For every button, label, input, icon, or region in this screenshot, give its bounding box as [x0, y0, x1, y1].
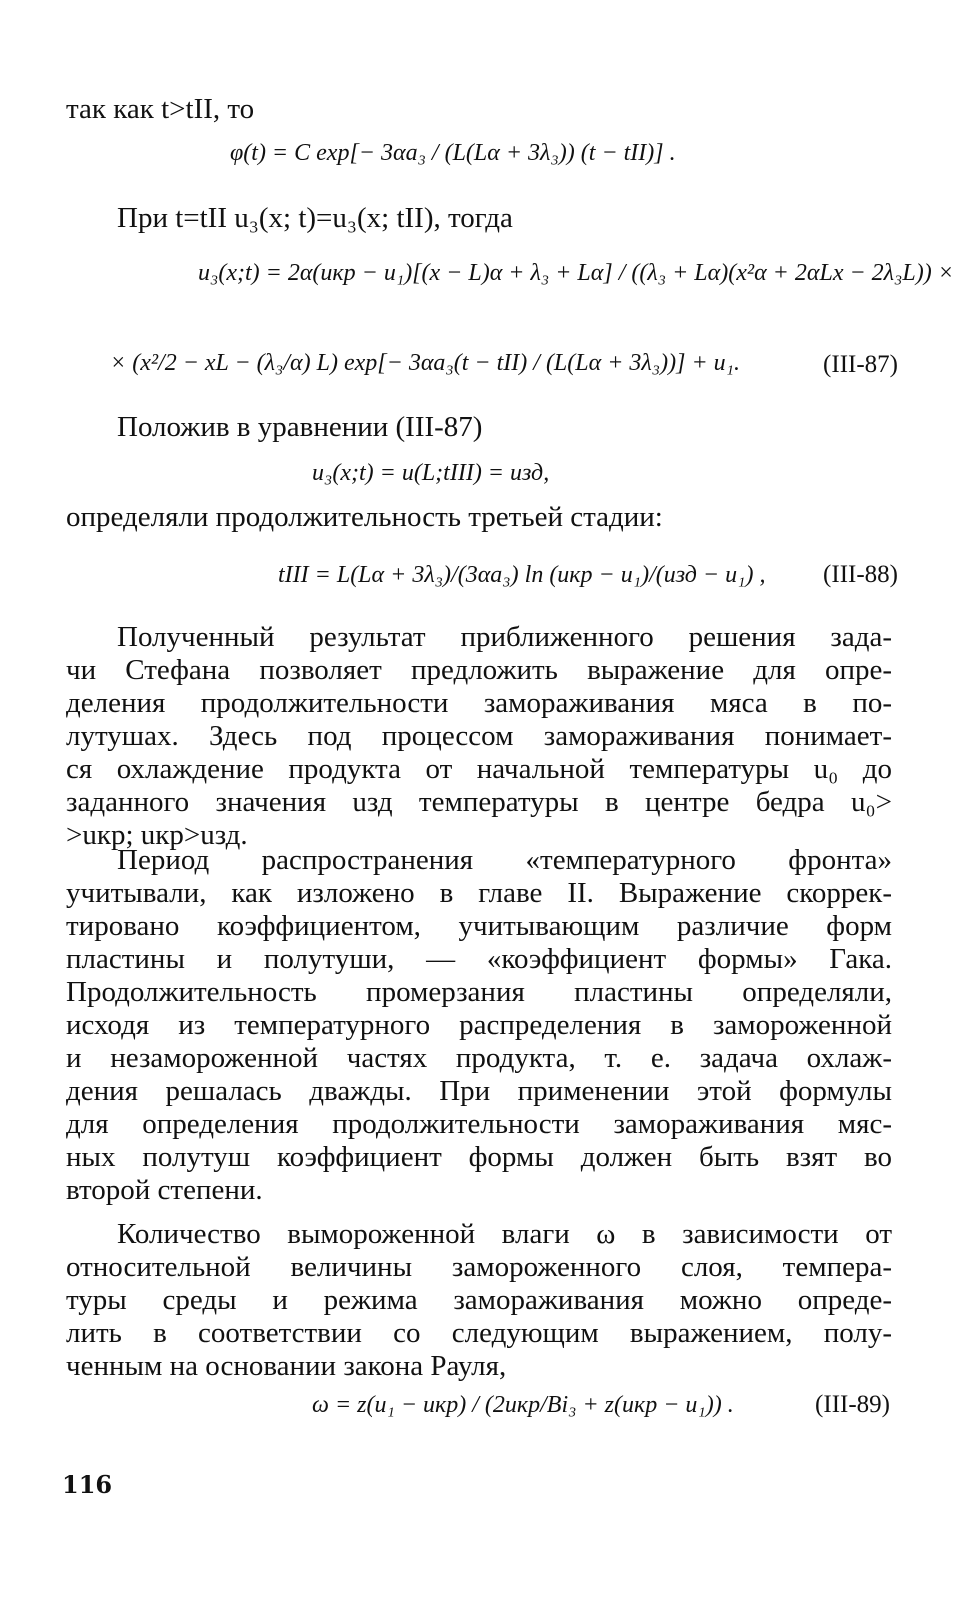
text-line: и незамороженной частях продукта, т. е. задача охлаж-: [66, 1042, 892, 1074]
text-line: исходя из температурного распределения в замороженной: [66, 1009, 892, 1041]
determined-line: определяли продолжительность третьей стадии:: [66, 501, 663, 533]
text-line: деления продолжительности замораживания мяса в по-: [66, 687, 892, 719]
equation-phi: φ(t) = C exp[− 3αa₃ / (L(Lα + 3λ₃)) (t − tII)] .: [230, 140, 676, 166]
text-line: дения решалась дважды. При применении этой формулы: [66, 1075, 892, 1107]
text-line: ченным на основании закона Рауля,: [66, 1350, 507, 1382]
text-line: Период распространения «температурного фронта»: [117, 844, 892, 876]
text-line: Полученный результат приближенного решения зада-: [117, 621, 892, 653]
text-line: Продолжительность промерзания пластины определяли,: [66, 976, 892, 1008]
text-line: чи Стефана позволяет предложить выражение для опре-: [66, 654, 892, 686]
equation-u3-line2: × (x²/2 − xL − (λ₃/α) L) exp[− 3αa₃(t − tII) / (L(Lα + 3λ₃))] + u₁.: [110, 350, 741, 376]
text-line: >uкр; uкр>uзд.: [66, 819, 248, 851]
text-line: для определения продолжительности замораживания мяс-: [66, 1108, 892, 1140]
equation-omega: ω = z(u₁ − uкр) / (2uкр/Bi₃ + z(uкр − u₁)) .: [312, 1392, 734, 1418]
equation-condition: u₃(x;t) = u(L;tIII) = uзд,: [312, 460, 550, 486]
text-line: ся охлаждение продукта от начальной температуры u₀ до: [66, 753, 892, 785]
text-line: Количество вымороженной влаги ω в зависимости от: [117, 1218, 892, 1250]
text-line: учитывали, как изложено в главе II. Выражение скоррек-: [66, 877, 892, 909]
when-line: При t=tII u₃(x; t)=u₃(x; tII), тогда: [117, 202, 513, 234]
equation-number-87: (III-87): [823, 351, 898, 378]
equation-number-89: (III-89): [815, 1391, 890, 1418]
text-line: относительной величины замороженного слоя, темпера-: [66, 1251, 892, 1283]
equation-u3-line1: u₃(x;t) = 2α(uкр − u₁)[(x − L)α + λ₃ + Lα] / ((λ₃ + Lα)(x²α + 2αLx − 2λ₃L)) ×: [198, 260, 954, 286]
page-number: 116: [62, 1470, 113, 1499]
intro-line: так как t>tII, то: [66, 93, 255, 125]
text-line: лутушах. Здесь под процессом замораживания понимает-: [66, 720, 892, 752]
text-line: второй степени.: [66, 1174, 263, 1206]
text-line: пластины и полутуши, — «коэффициент формы» Гака.: [66, 943, 892, 975]
setting-line: Положив в уравнении (III-87): [117, 411, 483, 443]
text-line: лить в соответствии со следующим выражением, полу-: [66, 1317, 892, 1349]
text-line: туры среды и режима замораживания можно опреде-: [66, 1284, 892, 1316]
text-line: ных полутуш коэффициент формы должен быть взят во: [66, 1141, 892, 1173]
equation-t-III: tIII = L(Lα + 3λ₃)/(3αa₃) ln (uкр − u₁)/(uзд − u₁) ,: [278, 562, 766, 588]
text-line: тировано коэффициентом, учитывающим различие форм: [66, 910, 892, 942]
equation-number-88: (III-88): [823, 561, 898, 588]
text-line: заданного значения uзд температуры в центре бедра u₀>: [66, 786, 892, 818]
